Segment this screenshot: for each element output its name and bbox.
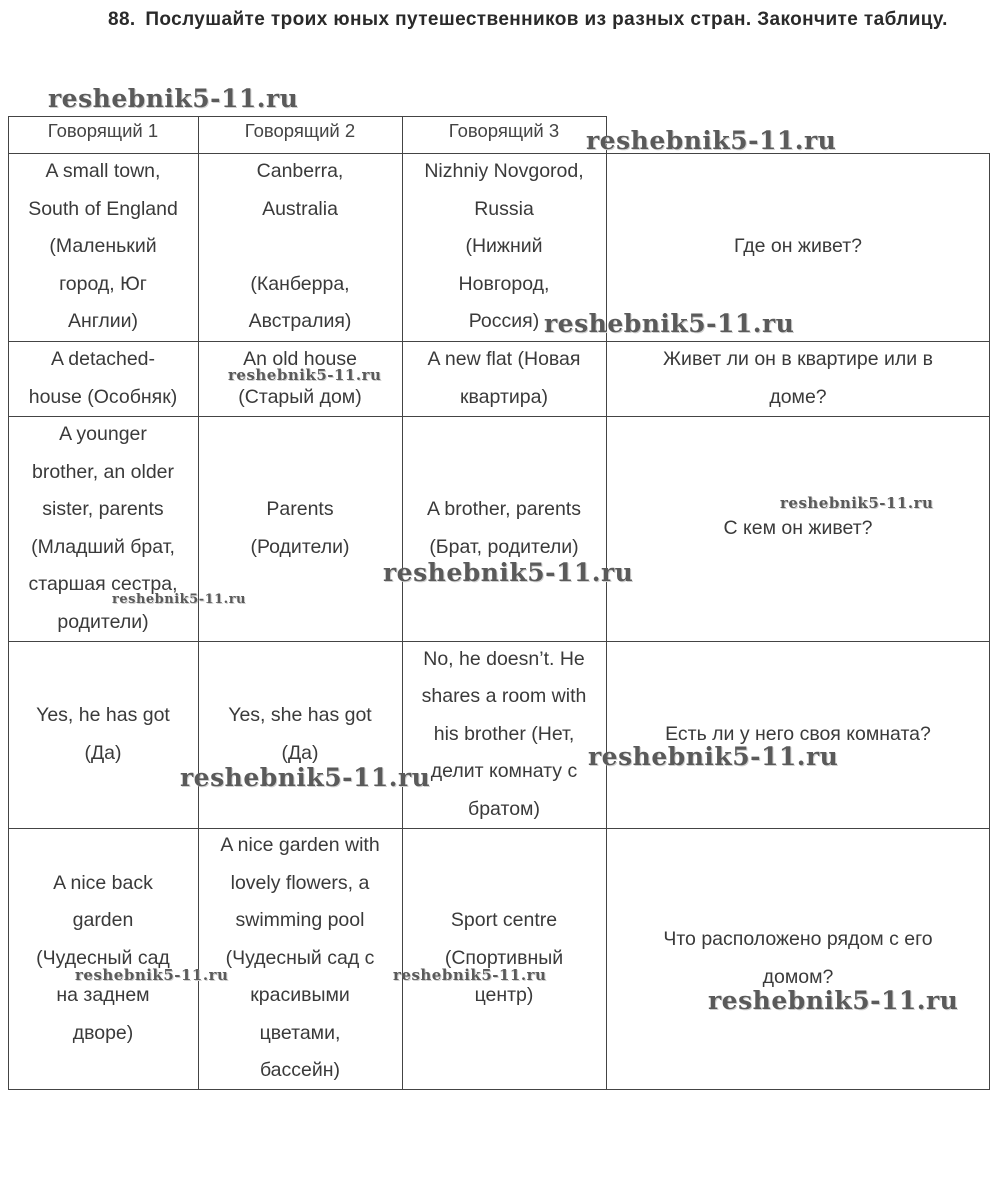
cell-line: Australia xyxy=(262,197,338,220)
cell-line: Новгород, xyxy=(458,272,550,295)
watermark: reshebnik5-11.ru xyxy=(383,558,634,587)
speaker-3-cell-row-3 xyxy=(402,416,606,641)
cell-line: house (Особняк) xyxy=(28,385,178,408)
cell-line: бассейн) xyxy=(259,1059,341,1082)
task-text: Послушайте троих юных путешественников из разных стран. Закончите таблицу. xyxy=(145,9,948,30)
watermark: reshebnik5-11.ru xyxy=(180,763,431,792)
cell-line: lovely flowers, a xyxy=(230,871,370,894)
cell-line: (Чудесный сад xyxy=(36,946,170,969)
cell-line: Есть ли у него своя комната? xyxy=(665,722,931,745)
cell-line: Russia xyxy=(474,197,534,220)
cell-line: делит комнату с xyxy=(430,760,578,783)
cell-line: родители) xyxy=(57,610,149,633)
speaker-1-cell-row-5 xyxy=(8,828,198,1089)
watermark: reshebnik5-11.ru xyxy=(780,494,934,512)
speaker-3-cell-row-4 xyxy=(402,641,606,828)
speaker-2-cell-row-3 xyxy=(198,416,402,641)
cell-line: старшая сестра, xyxy=(28,573,178,595)
cell-line: Yes, she has got xyxy=(228,704,372,726)
task-number: 88. xyxy=(108,9,136,30)
cell-line: (Младший брат, xyxy=(31,535,175,558)
watermark: reshebnik5-11.ru xyxy=(588,742,839,771)
cell-line: An old house xyxy=(243,348,357,370)
cell-line: на заднем xyxy=(56,984,150,1007)
speaker-2-cell-row-5 xyxy=(198,828,402,1089)
speaker-3-cell-row-5 xyxy=(402,828,606,1089)
cell-line: (Нижний xyxy=(465,235,543,258)
cell-line: sister, parents xyxy=(42,498,164,520)
watermark: reshebnik5-11.ru xyxy=(393,966,547,984)
cell-line: A nice garden with xyxy=(220,834,380,857)
cell-line: (Спортивный xyxy=(444,946,564,969)
cell-line: brother, an older xyxy=(31,460,174,483)
cell-line: город, Юг xyxy=(59,272,147,295)
watermark: reshebnik5-11.ru xyxy=(48,84,299,113)
task-heading xyxy=(108,4,958,35)
watermark: reshebnik5-11.ru xyxy=(586,126,837,155)
cell-line: Yes, he has got xyxy=(36,704,170,726)
cell-line: центр) xyxy=(474,984,534,1007)
cell-line: С кем он живет? xyxy=(723,516,873,539)
cell-line: A brother, parents xyxy=(427,498,581,520)
cell-line: his brother (Нет, xyxy=(433,722,575,745)
watermark: reshebnik5-11.ru xyxy=(708,986,959,1015)
cell-line: домом? xyxy=(762,965,834,988)
speaker-1-cell-row-2 xyxy=(8,341,198,416)
cell-line: доме? xyxy=(769,385,827,408)
cell-line: Parents xyxy=(266,498,334,520)
cell-line: Россия) xyxy=(468,310,540,333)
question-cell-row-3 xyxy=(606,416,990,641)
cell-line: No, he doesn’t. He xyxy=(423,647,585,670)
question-cell-row-2 xyxy=(606,341,990,416)
speaker-3-cell-row-2 xyxy=(402,341,606,416)
watermark: reshebnik5-11.ru xyxy=(112,592,247,607)
cell-line: (Родители) xyxy=(250,535,350,558)
watermark: reshebnik5-11.ru xyxy=(228,366,382,384)
speaker-2-cell-row-4 xyxy=(198,641,402,828)
cell-line: A younger xyxy=(59,423,147,445)
speaker-2-cell-row-1 xyxy=(198,153,402,341)
cell-line: (Да) xyxy=(281,741,319,764)
cell-line: красивыми xyxy=(250,984,350,1007)
question-cell-row-4 xyxy=(606,641,990,828)
cell-line: South of England xyxy=(28,197,178,220)
speaker-1-cell-row-4 xyxy=(8,641,198,828)
cell-line: цветами, xyxy=(259,1021,341,1044)
speaker-1-cell-row-1 xyxy=(8,153,198,341)
cell-line: (Старый дом) xyxy=(238,385,362,408)
cell-line: (Чудесный сад с xyxy=(225,946,375,969)
cell-line: A detached- xyxy=(50,348,156,370)
cell-line: Что расположено рядом с его xyxy=(663,928,933,950)
cell-line: garden xyxy=(72,909,134,932)
cell-line: Где он живет? xyxy=(734,235,862,258)
cell-line: квартира) xyxy=(460,385,548,408)
cell-line: Canberra, xyxy=(256,160,344,183)
cell-line: (Канберра, xyxy=(250,272,350,295)
cell-line: Nizhniy Novgorod, xyxy=(424,160,584,183)
cell-line: Англии) xyxy=(67,310,139,333)
cell-line: (Маленький xyxy=(49,235,157,258)
cell-line: A small town, xyxy=(45,160,161,183)
cell-line: дворе) xyxy=(72,1021,134,1044)
cell-line: (Да) xyxy=(84,741,122,764)
cell-line: A nice back xyxy=(53,871,153,894)
header-speaker-3: Говорящий 3 xyxy=(448,120,560,141)
watermark: reshebnik5-11.ru xyxy=(75,966,229,984)
cell-line: Живет ли он в квартире или в xyxy=(663,348,933,370)
speaker-1-cell-row-3 xyxy=(8,416,198,641)
watermark: reshebnik5-11.ru xyxy=(544,309,795,338)
cell-line: (Брат, родители) xyxy=(429,535,579,558)
cell-line: A new flat (Новая xyxy=(427,348,581,370)
cell-line: swimming pool xyxy=(235,909,365,932)
cell-line: shares a room with xyxy=(421,685,587,708)
header-speaker-1: Говорящий 1 xyxy=(47,120,159,141)
cell-line: братом) xyxy=(468,797,540,820)
cell-line xyxy=(249,228,352,266)
header-speaker-2: Говорящий 2 xyxy=(244,120,356,141)
cell-line: Австралия) xyxy=(248,310,352,333)
question-cell-row-5 xyxy=(606,828,990,1089)
cell-line: Sport centre xyxy=(450,909,558,932)
